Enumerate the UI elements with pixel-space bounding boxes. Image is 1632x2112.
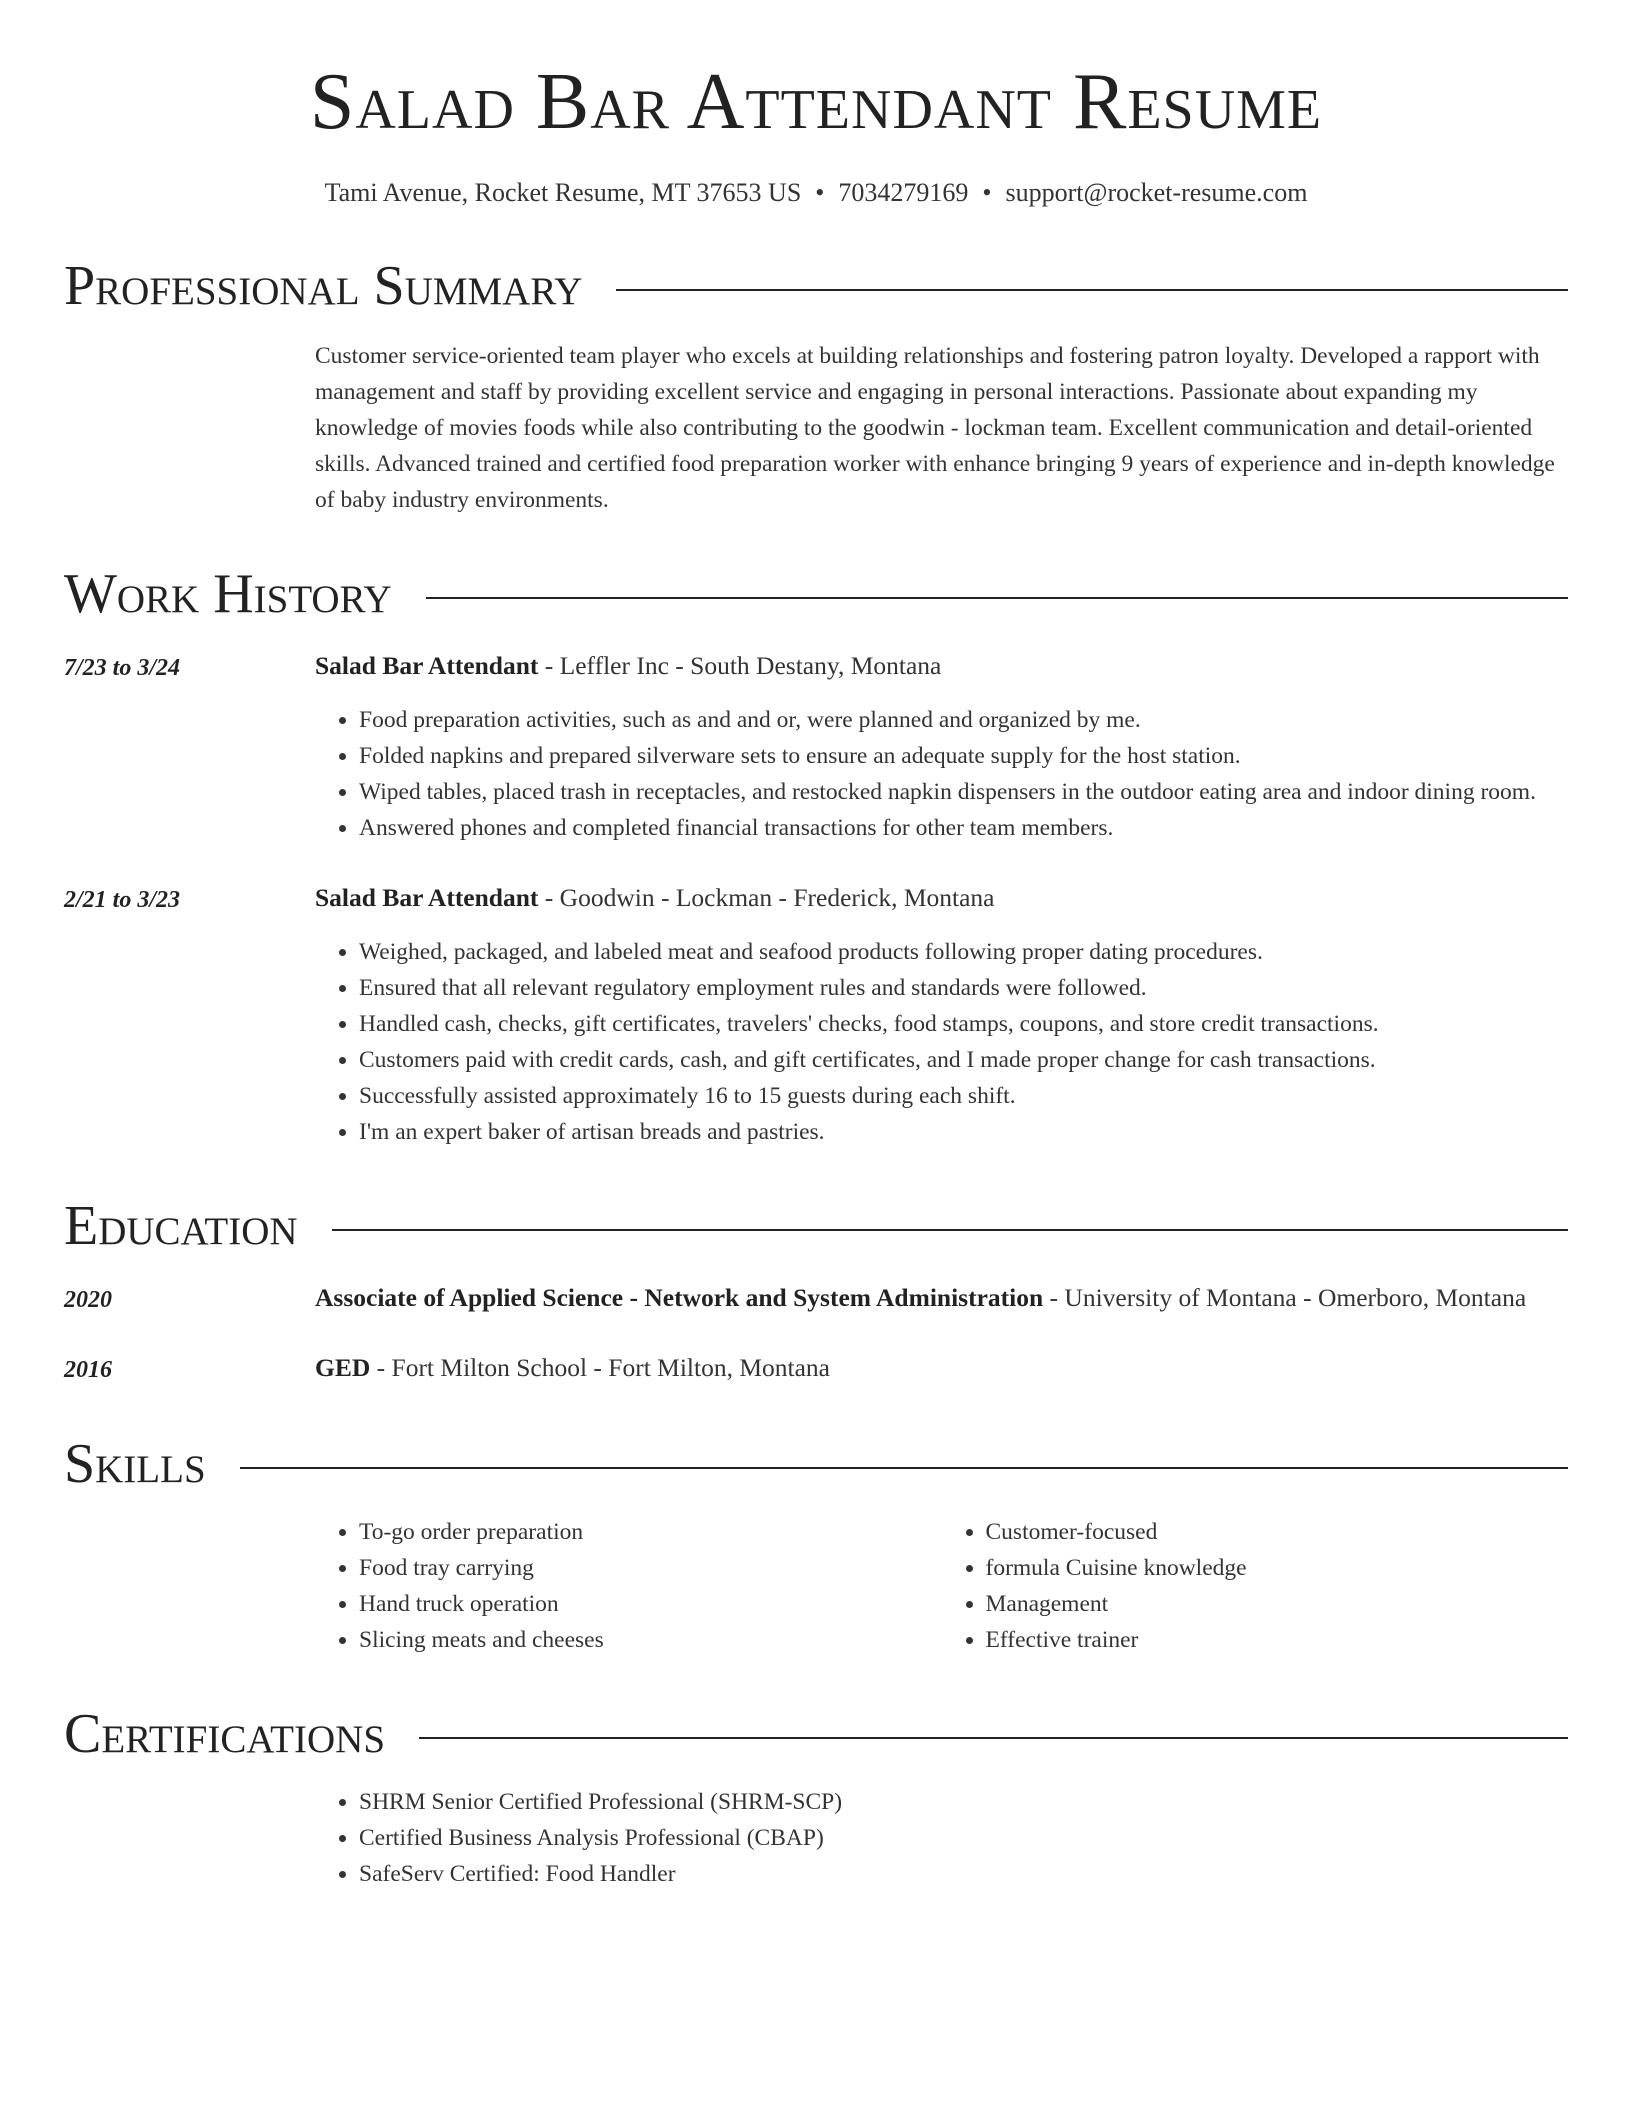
education-year: 2020 bbox=[64, 1287, 112, 1313]
education-details: - Fort Milton School - Fort Milton, Montana bbox=[370, 1353, 830, 1382]
list-item: • Food preparation activities, such as and and or, were planned and organized by me. bbox=[359, 702, 1568, 738]
list-item: • Handled cash, checks, gift certificates, travelers' checks, food stamps, coupons, and store credit transactions. bbox=[359, 1006, 1568, 1042]
section-divider bbox=[419, 1737, 1568, 1739]
work-section-header bbox=[64, 562, 1568, 626]
skills-list-right bbox=[942, 1514, 1569, 1658]
work-heading: Work History bbox=[64, 563, 392, 625]
skill-item: • formula Cuisine knowledge bbox=[986, 1550, 1569, 1586]
education-heading-line bbox=[315, 1278, 1568, 1318]
education-body bbox=[315, 1348, 1568, 1388]
section-divider bbox=[426, 597, 1568, 599]
list-item: • Wiped tables, placed trash in receptacles, and restocked napkin dispensers in the outdoor eating area and indoor dining room. bbox=[359, 774, 1568, 810]
summary-text: Customer service-oriented team player who excels at building relationships and fostering patron loyalty. Developed a rapport with management and staff by providing excellent service and engaging in personal interactions. Passionate about expanding my knowledge of movies foods while also contributing to the goodwin - lockman team. Excellent communication and detail-oriented skills. Advanced trained and certified food preparation worker with enhance bringing 9 years of experience and in-depth knowledge of baby industry environments. bbox=[315, 343, 1555, 513]
job-entry bbox=[64, 878, 1568, 1150]
certifications-section-header bbox=[64, 1702, 1568, 1766]
summary-section-header bbox=[64, 254, 1568, 318]
skill-item: • Customer-focused bbox=[986, 1514, 1569, 1550]
certification-item: • Certified Business Analysis Professional (CBAP) bbox=[359, 1820, 1568, 1856]
certification-item: • SHRM Senior Certified Professional (SHRM-SCP) bbox=[359, 1784, 1568, 1820]
certification-item: • SafeServ Certified: Food Handler bbox=[359, 1856, 1568, 1892]
section-divider bbox=[332, 1229, 1568, 1231]
job-dates: 7/23 to 3/24 bbox=[64, 655, 181, 681]
education-heading-line bbox=[315, 1348, 1568, 1388]
skill-item: • Effective trainer bbox=[986, 1622, 1569, 1658]
list-item: • Folded napkins and prepared silverware sets to ensure an adequate supply for the host station. bbox=[359, 738, 1568, 774]
certifications-list bbox=[315, 1784, 1568, 1892]
certifications-block bbox=[315, 1784, 1568, 1892]
education-entry bbox=[64, 1348, 1568, 1388]
skill-item: • Hand truck operation bbox=[359, 1586, 942, 1622]
job-duties-list bbox=[315, 702, 1568, 846]
skill-item: • Food tray carrying bbox=[359, 1550, 942, 1586]
contact-separator: • bbox=[982, 178, 992, 207]
contact-phone: 7034279169 bbox=[838, 178, 969, 207]
section-divider bbox=[616, 289, 1568, 291]
job-details: - Leffler Inc - South Destany, Montana bbox=[538, 651, 942, 680]
job-title: Salad Bar Attendant bbox=[315, 651, 539, 680]
education-details: - University of Montana - Omerboro, Montana bbox=[1043, 1283, 1527, 1312]
contact-separator: • bbox=[815, 178, 825, 207]
skills-section-header bbox=[64, 1432, 1568, 1496]
list-item: • Ensured that all relevant regulatory employment rules and standards were followed. bbox=[359, 970, 1568, 1006]
list-item: • Weighed, packaged, and labeled meat and seafood products following proper dating procedures. bbox=[359, 934, 1568, 970]
job-dates: 2/21 to 3/23 bbox=[64, 887, 181, 913]
job-heading bbox=[315, 878, 1568, 918]
job-details: - Goodwin - Lockman - Frederick, Montana bbox=[538, 883, 995, 912]
education-year: 2016 bbox=[64, 1357, 112, 1383]
job-entry bbox=[64, 646, 1568, 846]
skill-item: • Slicing meats and cheeses bbox=[359, 1622, 942, 1658]
education-degree: Associate of Applied Science - Network and System Administration bbox=[315, 1283, 1044, 1312]
job-body bbox=[315, 646, 1568, 846]
list-item: • Successfully assisted approximately 16 to 15 guests during each shift. bbox=[359, 1078, 1568, 1114]
skill-item: • Management bbox=[986, 1586, 1569, 1622]
education-body bbox=[315, 1278, 1568, 1318]
contact-address: Tami Avenue, Rocket Resume, MT 37653 US bbox=[324, 178, 802, 207]
job-heading bbox=[315, 646, 1568, 686]
list-item: • I'm an expert baker of artisan breads and pastries. bbox=[359, 1114, 1568, 1150]
contact-line bbox=[64, 176, 1568, 210]
job-title: Salad Bar Attendant bbox=[315, 883, 539, 912]
education-section-header bbox=[64, 1194, 1568, 1258]
resume-page bbox=[64, 0, 1568, 1892]
resume-title: Salad Bar Attendant Resume bbox=[309, 58, 1323, 146]
certifications-heading: Certifications bbox=[64, 1703, 386, 1765]
list-item: • Customers paid with credit cards, cash, and gift certificates, and I made proper change for cash transactions. bbox=[359, 1042, 1568, 1078]
section-divider bbox=[240, 1467, 1568, 1469]
skills-heading: Skills bbox=[64, 1433, 206, 1495]
summary-heading: Professional Summary bbox=[64, 255, 583, 317]
education-entry bbox=[64, 1278, 1568, 1318]
education-degree: GED bbox=[315, 1353, 371, 1382]
contact-email: support@rocket-resume.com bbox=[1005, 178, 1308, 207]
job-body bbox=[315, 878, 1568, 1150]
skill-item: • To-go order preparation bbox=[359, 1514, 942, 1550]
skills-grid bbox=[315, 1514, 1568, 1658]
list-item: • Answered phones and completed financial transactions for other team members. bbox=[359, 810, 1568, 846]
education-heading: Education bbox=[64, 1195, 298, 1257]
skills-list-left bbox=[315, 1514, 942, 1658]
job-duties-list bbox=[315, 934, 1568, 1150]
